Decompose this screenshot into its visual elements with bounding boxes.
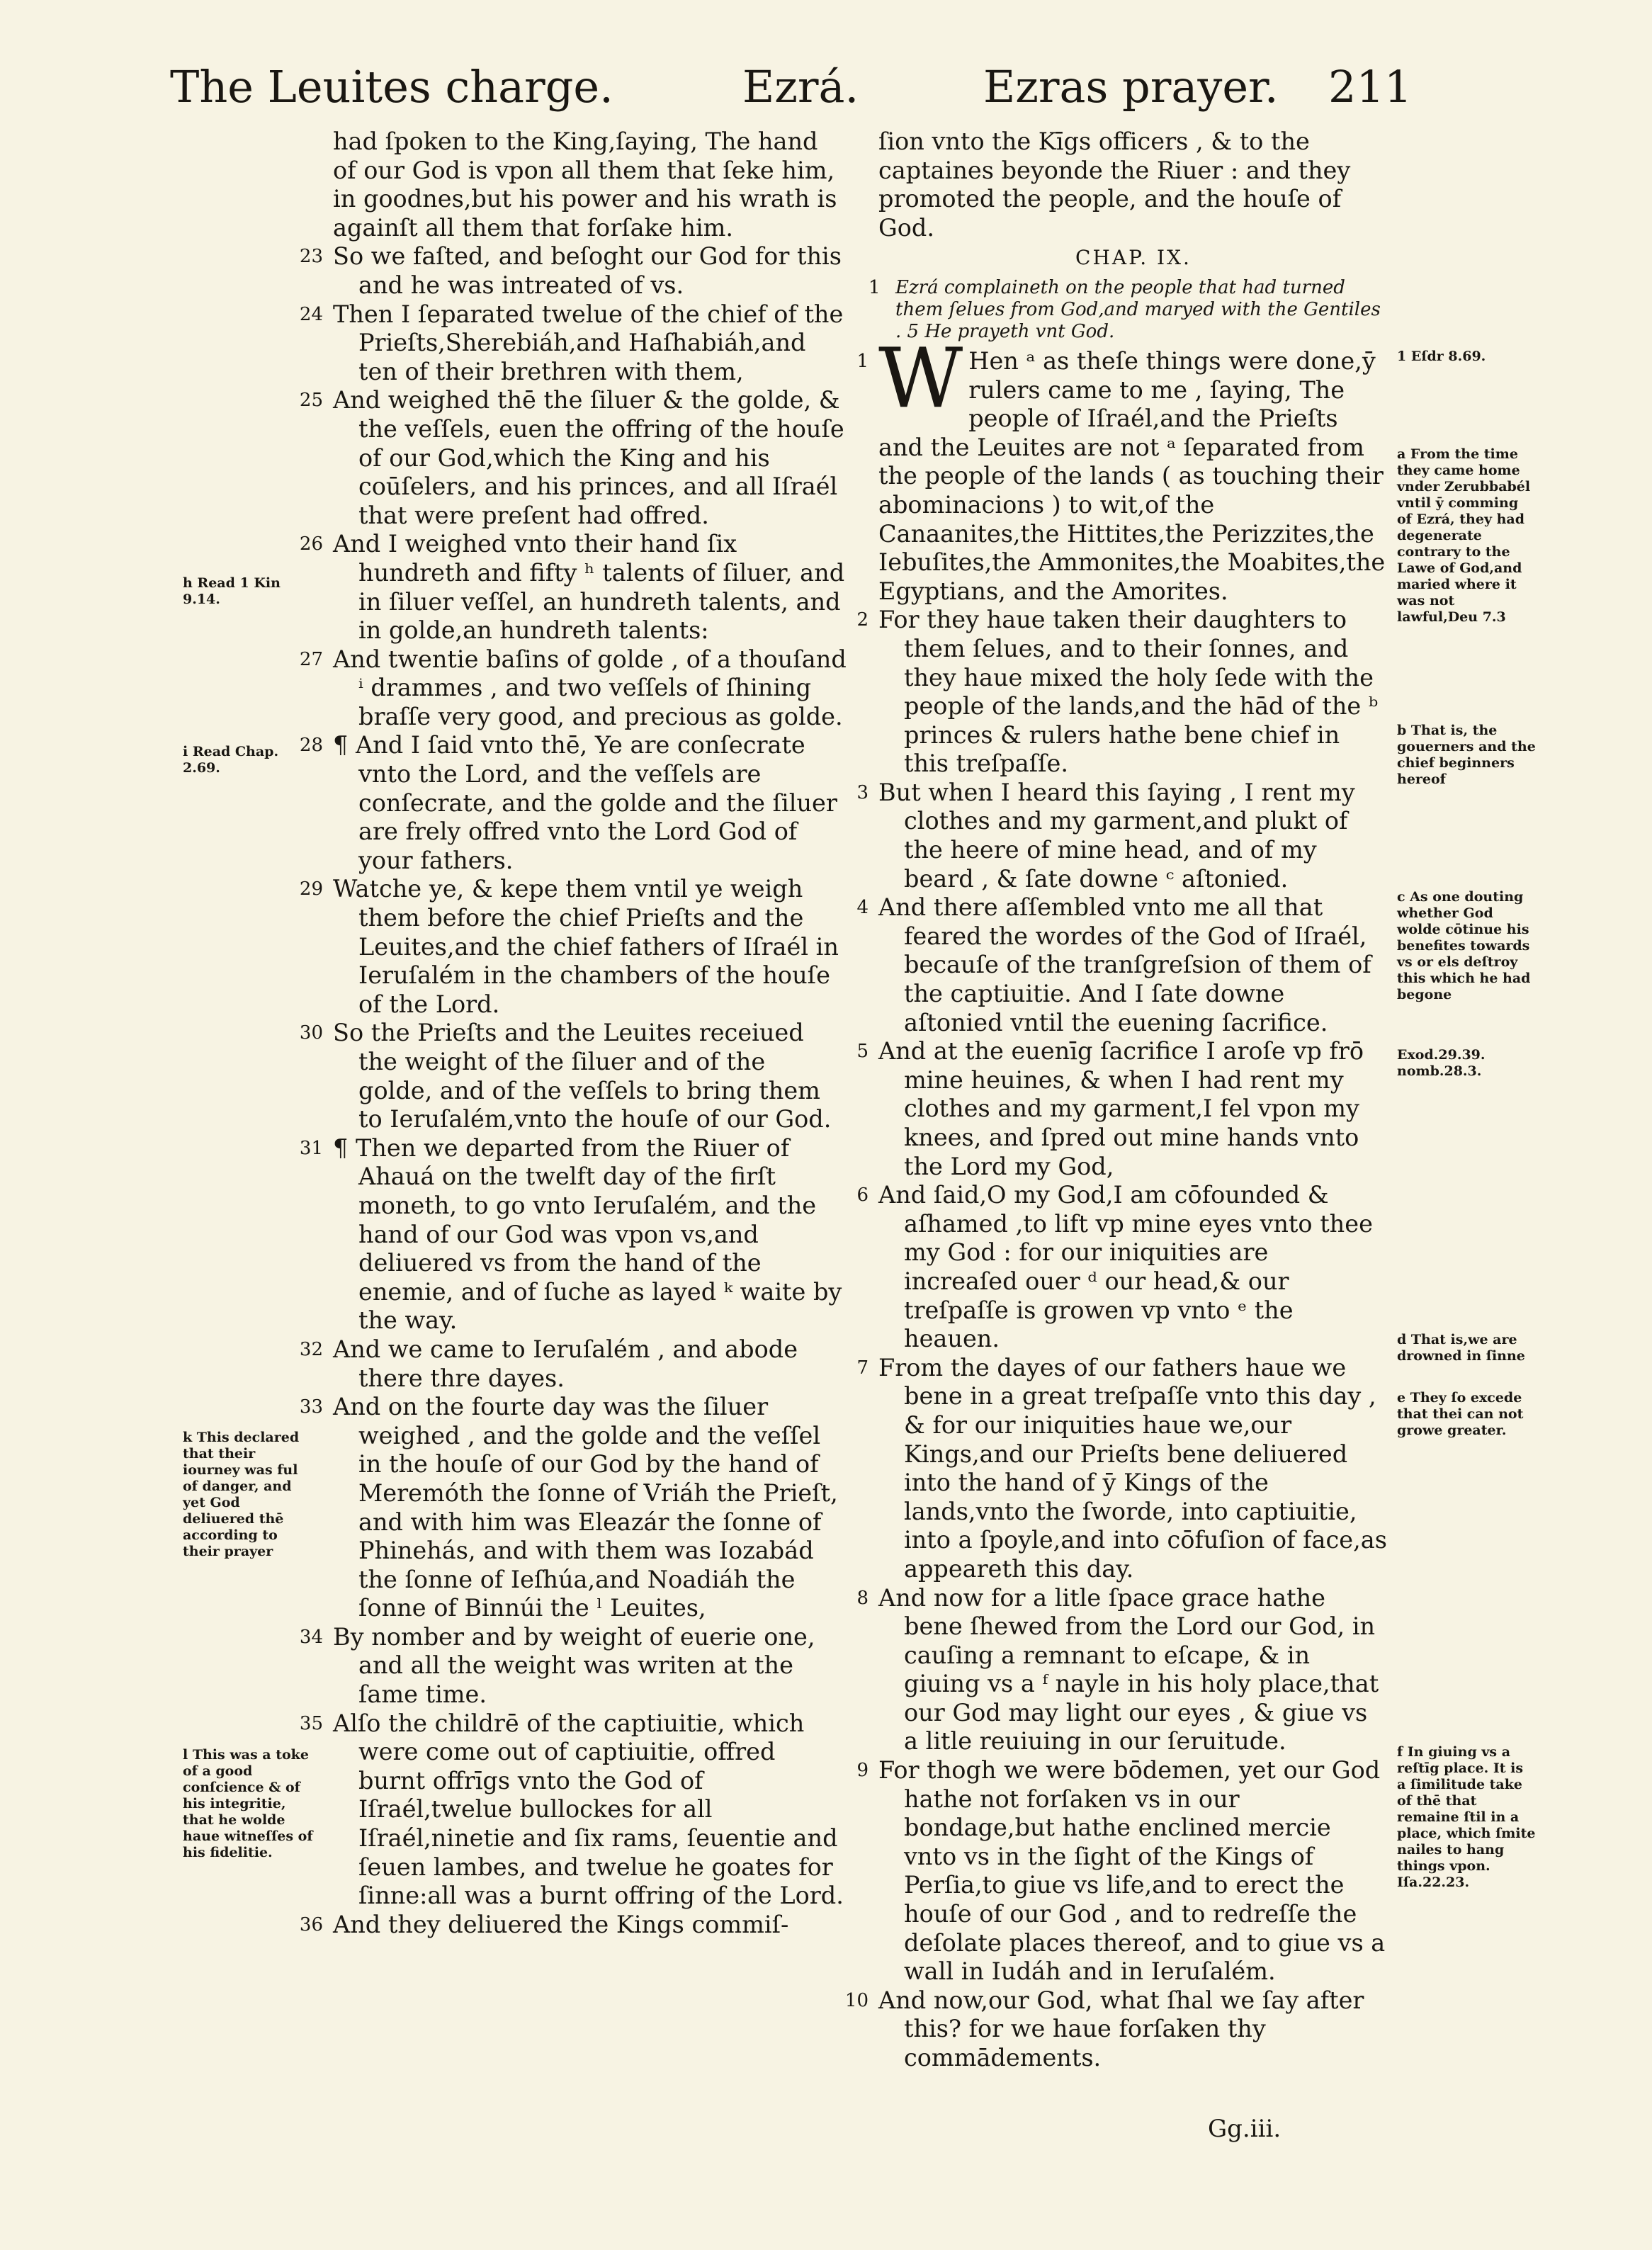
verse-text: And now,our God, what ſhal we ſay after this? for we haue forſaken thy commādements. (878, 1986, 1364, 2071)
verse-number: 1 (856, 350, 869, 372)
verse (299, 1335, 847, 1393)
verse-number: 29 (299, 878, 323, 900)
verse (856, 1353, 1388, 1584)
left-text-column (299, 128, 847, 1939)
verse-number: 32 (299, 1338, 323, 1360)
left-continuation: had ſpoken to the King,ſaying, The hand of our God is vpon all them that ſeke him, in goodnes,but his power and his wrath is againſt all them that forſake him. (333, 128, 837, 242)
verse-text: And weighed thē the ſiluer & the golde, & the veſſels, euen the offring of the houſe of our God,which the King and his coūſelers, and his princes, and all Iſraél that were preſent had offred. (333, 386, 844, 529)
margin-note-right: Exod.29.39. nomb.28.3. (1397, 1047, 1486, 1079)
verse-number: 25 (299, 390, 323, 412)
verse-text: Hen ᵃ as theſe things were done,ȳ rulers came to me , ſaying, The people of Iſraél,and the Prieſts and the Leuites are not ᵃ ſeparated from the people of the lands ( as touching their abominacions ) to wit,of the Canaanites,the Hittites,the Perizzites,the Iebuſites,the Ammonites,the Moabites,the Egyptians, and the Amorites. (878, 346, 1386, 605)
verse-text: Then I ſeparated twelue of the chief of the Prieſts,Sherebiáh,and Haſhabiáh,and ten of their brethren with them, (333, 300, 844, 385)
verse-text: And they deliuered the Kings commiſ- (333, 1910, 789, 1938)
verse-number: 31 (299, 1137, 323, 1159)
verse-number: 5 (856, 1041, 869, 1063)
verse-number: 36 (299, 1913, 323, 1935)
right-continuation: ſion vnto the Kīgs officers , & to the captaines beyonde the Riuer : and they promoted the people, and the houſe of God. (878, 128, 1351, 242)
verse-text: And twentie baſins of golde , of a thouſand ⁱ drammes , and two veſſels of ſhining braſſe very good, and precious as golde. (333, 645, 847, 730)
verse (299, 645, 847, 732)
margin-note-right: b That is, the gouerners and the chief beginners hereof (1397, 723, 1536, 787)
verse-number: 2 (856, 609, 869, 631)
verse-text: By nomber and by weight of euerie one, and all the weight was writen at the ſame time. (333, 1622, 815, 1709)
verse-text: So we faſted, and beſoght our God for this and he was intreated of vs. (333, 242, 842, 299)
summary-number: 1 (869, 276, 881, 298)
verse (856, 606, 1388, 779)
verse (856, 778, 1388, 893)
verse (299, 1709, 847, 1911)
chapter-heading: CHAP. IX. (1075, 246, 1192, 270)
verse-number: 8 (856, 1587, 869, 1609)
verse-text: And ſaid,O my God,I am cōfounded & aſhamed ,to lift vp mine eyes vnto thee my God : for our iniquities are increaſed ouer ᵈ our head,& our treſpaſſe is growen vp vnto ᵉ the heauen. (878, 1181, 1373, 1353)
verse-number: 34 (299, 1626, 323, 1648)
verse-number: 6 (856, 1185, 869, 1206)
margin-note-right: f In giuing vs a reſtīg place. It is a ſimilitude take of thē that remaine ſtil in a place, which ſmite nailes to hang things vpon. Iſa.22.23. (1397, 1744, 1536, 1890)
verse-number: 10 (844, 1989, 869, 2011)
verse-number: 30 (299, 1022, 323, 1044)
verse (856, 1583, 1388, 1757)
verse-text: And on the fourte day was the ſiluer weighed , and the golde and the veſſel in the houſe of our God by the hand of Meremóth the ſonne of Vriáh the Prieſt, and with him was Eleazár the ſonne of Phinehás, and with them was Iozabád the ſonne of Ieſhúa,and Noadiáh the ſonne of Binnúi the ˡ Leuites, (333, 1393, 838, 1622)
summary-text: Ezrá complaineth on the people that had turned them ſelues from God,and maryed with the Gentiles . 5 He prayeth vnt God. (895, 276, 1381, 342)
verse (844, 1986, 1388, 2073)
verse (299, 386, 847, 530)
verse (856, 330, 1388, 606)
verse (856, 893, 1388, 1037)
verse-number: 7 (856, 1357, 869, 1379)
margin-note-right: 1 Eſdr 8.69. (1397, 349, 1486, 364)
margin-note-right: e They ſo excede that thei can not growe greater. (1397, 1390, 1524, 1438)
verse (299, 875, 847, 1019)
verse-number: 35 (299, 1712, 323, 1734)
signature-mark: Gg.iii. (1208, 2115, 1282, 2143)
margin-note-left: l This was a toke of a good conſcience & of his integritie, that he wolde haue witneſſes of his fidelitie. (183, 1747, 313, 1860)
verse-text: And at the euenīg ſacrifice I aroſe vp frō mine heuines, & when I had rent my clothes and my garment,I fel vpon my knees, and ſpred out mine hands vnto the Lord my God, (878, 1037, 1364, 1180)
verse-text: ¶ And I ſaid vnto thē, Ye are conſecrate vnto the Lord, and the veſſels are conſecrate, and the golde and the ſiluer are frely offred vnto the Lord God of your fathers. (333, 731, 837, 874)
verse (299, 1393, 847, 1623)
verse (299, 1134, 847, 1335)
running-head-right: Ezras prayer. (983, 61, 1279, 113)
margin-note-right: c As one douting whether God wolde cōtinue his benefites towards vs or els deſtroy this which he had begone (1397, 889, 1531, 1002)
page-number: 211 (1328, 61, 1413, 113)
verse (856, 1181, 1388, 1354)
verse-text: And there aſſembled vnto me all that feared the wordes of the God of Iſraél, becauſe of the tranſgreſsion of them of the captiuitie. And I ſate downe aſtonied vntil the euening ſacrifice. (878, 893, 1371, 1036)
margin-note-right: a From the time they came home vnder Zerubbabél vntil ȳ comming of Ezrá, they had degenerate contrary to the Lawe of God,and maried where it was not lawful,Deu 7.3 (1397, 446, 1531, 625)
verse-text: ¶ Then we departed from the Riuer of Ahauá on the twelft day of the firſt moneth, to go vnto Ieruſalém, and the hand of our God was vpon vs,and deliuered vs from the hand of the enemie, and of ſuche as layed ᵏ waite by the way. (333, 1134, 842, 1335)
verse-number: 26 (299, 533, 323, 555)
margin-note-left: i Read Chap. 2.69. (183, 744, 279, 776)
margin-note-left: h Read 1 Kin 9.14. (183, 575, 281, 607)
verse (856, 1756, 1388, 1986)
verse-text: Alſo the childrē of the captiuitie, which were come out of captiuitie, offred burnt offrīgs vnto the God of Iſraél,twelue bullockes for all Iſraél,ninetie and ſix rams, ſeuentie and ſeuen lambes, and twelue he goates for ſinne:all was a burnt offring of the Lord. (333, 1709, 844, 1910)
running-head-left: The Leuites charge. (170, 61, 613, 113)
verse-text: But when I heard this ſaying , I rent my clothes and my garment,and plukt of the heere of mine head, and of my beard , & ſate downe ᶜ aſtonied. (878, 778, 1355, 893)
running-head-book: Ezrá. (742, 61, 859, 113)
verse (299, 242, 847, 300)
verse-number: 4 (856, 897, 869, 919)
drop-cap: W (878, 330, 963, 426)
verse (299, 1910, 847, 1940)
margin-note-right: d That is,we are drowned in ſinne (1397, 1332, 1525, 1364)
verse-text: Watche ye, & kepe them vntil ye weigh them before the chief Prieſts and the Leuites,and the chief fathers of Iſraél in Ieruſalém in the chambers of the houſe of the Lord. (333, 875, 839, 1018)
verse-number: 27 (299, 648, 323, 670)
verse-text: From the dayes of our fathers haue we bene in a great treſpaſſe vnto this day , & for our iniquities haue we,our Kings,and our Prieſts bene deliuered into the hand of ȳ Kings of the lands,vnto the ſworde, into captiuitie, into a ſpoyle,and into cōfuſion of face,as appeareth this day. (878, 1353, 1387, 1583)
verse-number: 23 (299, 246, 323, 268)
margin-note-left: k This declared that their iourney was ful of danger, and yet God deliuered thē according to their prayer (183, 1430, 300, 1559)
verse-number: 33 (299, 1396, 323, 1418)
verse-number: 28 (299, 735, 323, 757)
verse (299, 1019, 847, 1134)
verse-number: 3 (856, 781, 869, 803)
verse (299, 530, 847, 645)
verse-number: 9 (856, 1760, 869, 1782)
right-text-column (844, 128, 1388, 2073)
verse-text: And now for a litle ſpace grace hathe bene ſhewed from the Lord our God, in cauſing a remnant to eſcape, & in giuing vs a ᶠ nayle in his holy place,that our God may light our eyes , & giue vs a litle reuiuing in our ſeruitude. (878, 1583, 1379, 1756)
verse-text: And I weighed vnto their hand ſix hundreth and fifty ʰ talents of ſiluer, and in ſiluer veſſel, an hundreth talents, and in golde,an hundreth talents: (333, 530, 845, 645)
verse-text: And we came to Ieruſalém , and abode there thre dayes. (333, 1335, 798, 1392)
verse (299, 731, 847, 875)
verse (299, 300, 847, 387)
verse-number: 24 (299, 303, 323, 325)
verse (856, 1037, 1388, 1181)
verse-text: So the Prieſts and the Leuites receiued the weight of the ſiluer and of the golde, and of the veſſels to bring them to Ieruſalém,vnto the houſe of our God. (333, 1019, 832, 1134)
verse-text: For thogh we were bōdemen, yet our God hathe not forſaken vs in our bondage,but hathe enclined mercie vnto vs in the ſight of the Kings of Perſia,to giue vs life,and to erect the houſe of our God , and to redreſſe the deſolate places thereof, and to giue vs a wall in Iudáh and in Ieruſalém. (878, 1756, 1386, 1986)
verse-text: For they haue taken their daughters to them ſelues, and to their ſonnes, and they haue mixed the holy ſede with the people of the lands,and the hād of the ᵇ princes & rulers hathe bene chief in this treſpaſſe. (878, 606, 1379, 778)
verse (299, 1622, 847, 1709)
